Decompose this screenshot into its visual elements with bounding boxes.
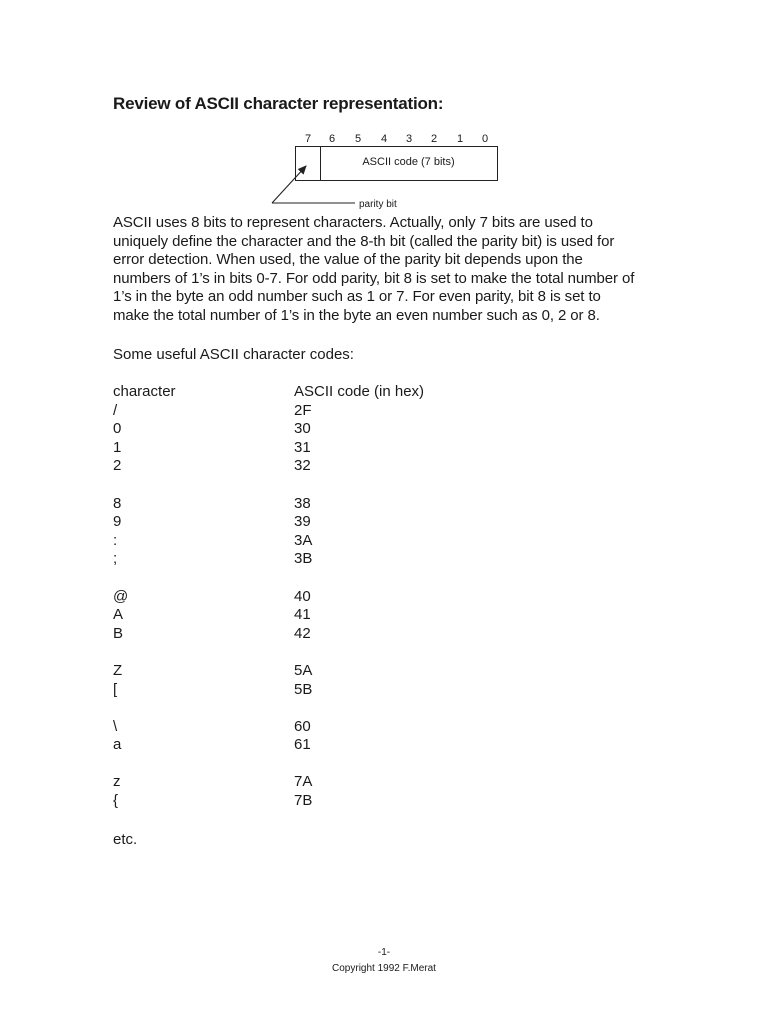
code-cell: 5B xyxy=(294,680,313,698)
code-cell: 31 xyxy=(294,438,311,456)
table-row xyxy=(113,588,533,607)
ascii-code-table xyxy=(113,383,533,811)
ascii-code-label: ASCII code (7 bits) xyxy=(362,156,455,168)
explanation-paragraph xyxy=(113,214,673,326)
bit-number-4: 4 xyxy=(380,133,388,145)
code-cell: 38 xyxy=(294,494,311,512)
code-cell: 39 xyxy=(294,513,311,531)
copyright-notice: Copyright 1992 F.Merat xyxy=(332,963,436,974)
parity-pointer-arrow xyxy=(0,0,768,220)
code-cell: 7B xyxy=(294,792,313,810)
table-header xyxy=(113,383,533,402)
character-cell: ; xyxy=(113,550,118,568)
table-row xyxy=(113,457,533,476)
code-cell: 61 xyxy=(294,736,311,754)
bit-number-1: 1 xyxy=(456,133,464,145)
table-row xyxy=(113,513,533,532)
bit-number-5: 5 xyxy=(354,133,362,145)
character-cell: / xyxy=(113,401,118,419)
parity-bit-label: parity bit xyxy=(359,199,397,210)
group-spacer xyxy=(113,476,533,495)
table-row xyxy=(113,606,533,625)
character-cell: A xyxy=(113,606,124,624)
table-row xyxy=(113,718,533,737)
character-cell: B xyxy=(113,624,124,642)
character-cell: 8 xyxy=(113,494,122,512)
table-row xyxy=(113,736,533,755)
group-spacer xyxy=(113,755,533,774)
page-number: -1- xyxy=(377,947,391,958)
character-cell: 2 xyxy=(113,457,122,475)
character-cell: 9 xyxy=(113,513,122,531)
character-cell: 1 xyxy=(113,438,122,456)
code-cell: 2F xyxy=(294,401,312,419)
bit-number-6: 6 xyxy=(328,133,336,145)
table-row xyxy=(113,402,533,421)
codes-heading: Some useful ASCII character codes: xyxy=(113,346,354,363)
code-cell: 40 xyxy=(294,587,311,605)
page-title: Review of ASCII character representation: xyxy=(113,94,444,113)
table-row xyxy=(113,662,533,681)
paragraph-line: make the total number of 1’s in the byte an even number such as 0, 2 or 8. xyxy=(113,306,600,324)
character-cell: : xyxy=(113,531,118,549)
code-cell: 7A xyxy=(294,773,313,791)
code-cell: 32 xyxy=(294,457,311,475)
table-row xyxy=(113,495,533,514)
paragraph-line: 1’s in the byte an odd number such as 1 or 7. For even parity, bit 8 is set to xyxy=(113,288,601,306)
character-cell: \ xyxy=(113,717,118,735)
code-cell: 41 xyxy=(294,606,311,624)
character-cell: 0 xyxy=(113,420,122,438)
character-cell: a xyxy=(113,736,122,754)
paragraph-line: numbers of 1’s in bits 0-7. For odd parity, bit 8 is set to make the total number of xyxy=(113,269,635,287)
code-cell: 3A xyxy=(294,531,313,549)
etc-text: etc. xyxy=(113,831,138,848)
code-cell: 30 xyxy=(294,420,311,438)
paragraph-line: uniquely define the character and the 8-th bit (called the parity bit) is used for xyxy=(113,232,615,250)
character-cell: z xyxy=(113,773,121,791)
code-cell: 5A xyxy=(294,661,313,679)
character-cell: { xyxy=(113,792,119,810)
table-row xyxy=(113,681,533,700)
character-column-header: character xyxy=(113,383,176,400)
byte-box xyxy=(295,146,498,181)
bit-number-7: 7 xyxy=(304,133,312,145)
group-spacer xyxy=(113,643,533,662)
paragraph-line: ASCII uses 8 bits to represent characters. Actually, only 7 bits are used to xyxy=(113,214,593,231)
table-row xyxy=(113,625,533,644)
character-cell: [ xyxy=(113,680,118,698)
table-row xyxy=(113,773,533,792)
code-cell: 42 xyxy=(294,624,311,642)
character-cell: Z xyxy=(113,661,123,679)
character-cell: @ xyxy=(113,587,129,605)
group-spacer xyxy=(113,699,533,718)
bit-number-3: 3 xyxy=(405,133,413,145)
table-row xyxy=(113,532,533,551)
group-spacer xyxy=(113,569,533,588)
table-row xyxy=(113,792,533,811)
code-cell: 3B xyxy=(294,550,313,568)
table-row xyxy=(113,420,533,439)
code-cell: 60 xyxy=(294,717,311,735)
paragraph-line: error detection. When used, the value of the parity bit depends upon the xyxy=(113,251,583,269)
bit-number-2: 2 xyxy=(430,133,438,145)
table-row xyxy=(113,550,533,569)
code-column-header: ASCII code (in hex) xyxy=(294,383,425,400)
bit-number-0: 0 xyxy=(481,133,489,145)
table-row xyxy=(113,439,533,458)
